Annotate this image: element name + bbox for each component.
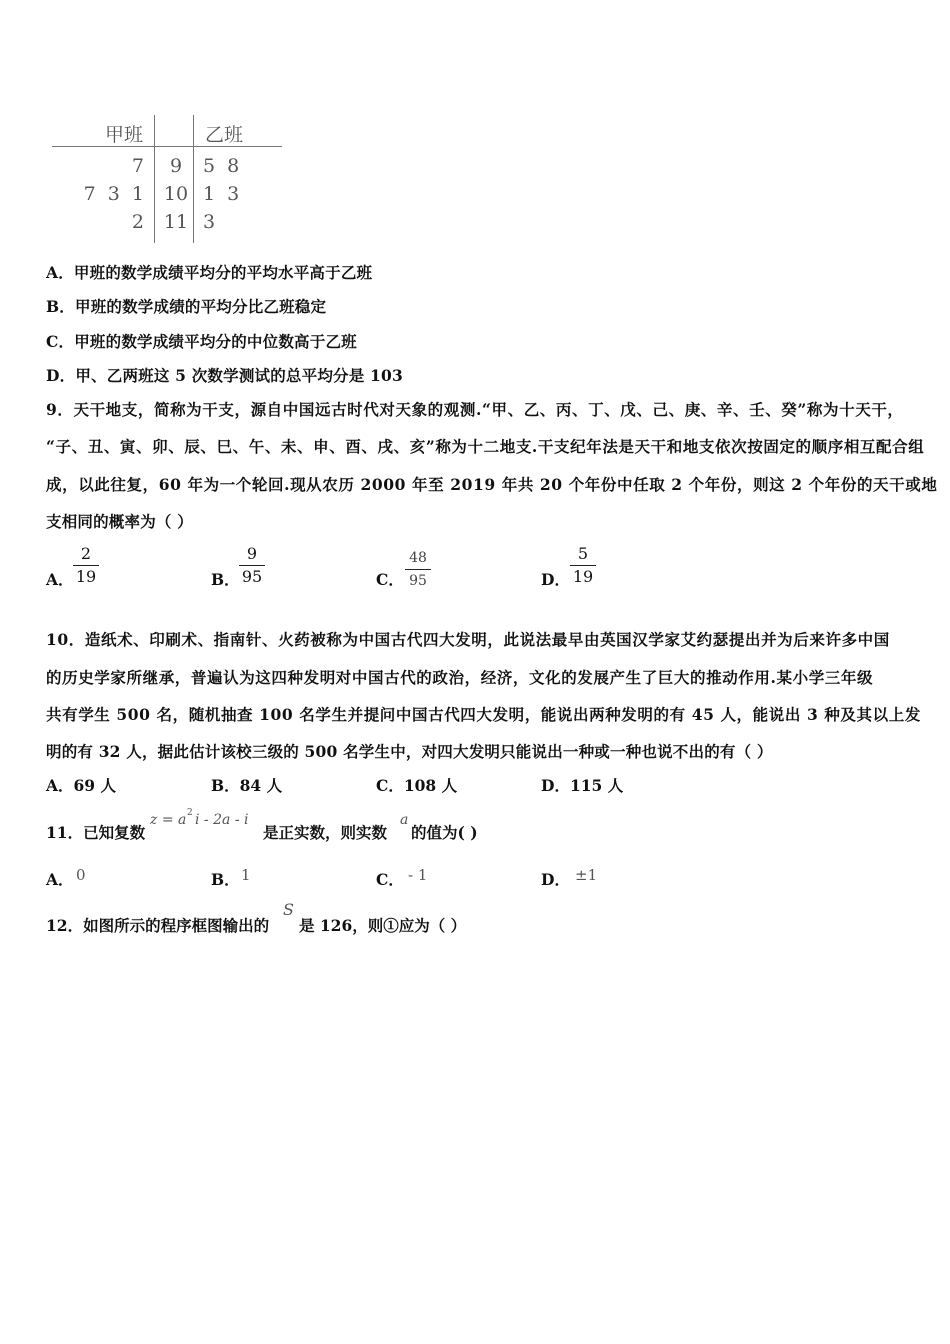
q9-option-d-fraction — [568, 543, 598, 588]
q9-text-line: 9．天干地支，简称为干支，源自中国远古时代对天象的观测.“甲、乙、丙、丁、戊、己、庚、辛、壬、癸”称为十天干， — [46, 400, 904, 419]
fraction-numerator: 9 — [246, 544, 258, 563]
q11-option-b-label: B． — [211, 870, 240, 889]
stem-leaf-row-right: 1 3 — [203, 183, 240, 205]
stem-leaf-header-left: 甲班 — [105, 124, 144, 146]
q12-suffix: 是 126，则①应为（ ） — [299, 916, 467, 935]
fraction-numerator: 5 — [577, 544, 589, 563]
stem-leaf-row-left: 2 — [131, 211, 144, 233]
q11-option-a-label: A． — [46, 870, 74, 889]
stem-leaf-divider-right — [193, 115, 194, 243]
q9-option-b-fraction — [237, 543, 267, 588]
stem-leaf-row-left: 7 — [131, 155, 144, 177]
fraction-numerator: 2 — [80, 544, 92, 563]
fraction-denominator: 95 — [241, 567, 263, 586]
q11-option-d-label: D． — [541, 870, 570, 889]
q8-option-d: D．甲、乙两班这 5 次数学测试的总平均分是 103 — [46, 366, 403, 385]
q11-option-c-label: C． — [376, 870, 404, 889]
q11-prefix: 11．已知复数 — [46, 823, 146, 842]
q9-option-d-label: D． — [541, 570, 570, 589]
q8-option-b: B．甲班的数学成绩的平均分比乙班稳定 — [46, 297, 327, 316]
stem-leaf-divider-left — [154, 115, 155, 243]
q12-prefix: 12．如图所示的程序框图输出的 — [46, 916, 270, 935]
q11-formula-exponent: 2 — [187, 808, 193, 818]
q10-text-line: 10．造纸术、印刷术、指南针、火药被称为中国古代四大发明，此说法最早由英国汉学家艾约瑟提出并为后来许多中国 — [46, 630, 890, 649]
stem-leaf-row-stem: 11 — [163, 211, 189, 233]
q10-option-b: B．84 人 — [211, 776, 283, 795]
q11-option-c-value: - 1 — [408, 866, 428, 884]
q12-variable-s: S — [283, 900, 294, 919]
q11-variable-a: a — [400, 812, 409, 828]
stem-leaf-header-right: 乙班 — [205, 124, 244, 146]
q9-text-line: “子、丑、寅、卯、辰、巳、午、未、申、酉、戌、亥”称为十二地支.干支纪年法是天干和地支依次按固定的顺序相互配合组 — [46, 437, 925, 456]
q11-formula-rest: i - 2a - i — [195, 812, 249, 828]
stem-leaf-horizontal-rule — [52, 146, 282, 147]
fraction-denominator: 19 — [572, 567, 594, 586]
fraction-numerator: 48 — [409, 550, 427, 566]
q9-option-c-label: C． — [376, 570, 404, 589]
q9-text-line: 成，以此往复，60 年为一个轮回.现从农历 2000 年至 2019 年共 20 个年份中任取 2 个年份，则这 2 个年份的天干或地 — [46, 475, 938, 494]
q11-suffix: 的值为( ) — [411, 823, 478, 842]
q11-option-d-value: ±1 — [575, 866, 598, 884]
q8-option-c: C．甲班的数学成绩平均分的中位数高于乙班 — [46, 332, 357, 351]
stem-leaf-row-left: 7 3 1 — [83, 183, 144, 205]
q8-option-a: A．甲班的数学成绩平均分的平均水平高于乙班 — [46, 263, 373, 282]
q9-option-b-label: B． — [211, 570, 240, 589]
q11-option-a-value: 0 — [76, 866, 86, 884]
q10-option-d: D．115 人 — [541, 776, 624, 795]
q9-text-line: 支相同的概率为（ ） — [46, 512, 193, 531]
q10-text-line: 的历史学家所继承，普遍认为这四种发明对中国古代的政治，经济，文化的发展产生了巨大的推动作用.某小学三年级 — [46, 668, 874, 687]
q10-option-a: A．69 人 — [46, 776, 116, 795]
stem-leaf-plot — [50, 115, 290, 245]
q10-text-line: 共有学生 500 名，随机抽查 100 名学生并提问中国古代四大发明，能说出两种发明的有 45 人，能说出 3 种及其以上发 — [46, 705, 921, 724]
q9-option-c-fraction — [403, 547, 433, 592]
q11-middle: 是正实数，则实数 — [263, 823, 388, 842]
q11-option-b-value: 1 — [241, 866, 251, 884]
q11-formula-z: z = a — [150, 812, 187, 828]
stem-leaf-row-stem: 10 — [163, 183, 189, 205]
q9-option-a-label: A． — [46, 570, 74, 589]
fraction-denominator: 19 — [75, 567, 97, 586]
stem-leaf-row-stem: 9 — [169, 155, 183, 177]
q10-text-line: 明的有 32 人，据此估计该校三级的 500 名学生中，对四大发明只能说出一种或一种也说不出的有（ ） — [46, 742, 773, 761]
stem-leaf-row-right: 5 8 — [203, 155, 240, 177]
fraction-denominator: 95 — [409, 573, 427, 589]
stem-leaf-row-right: 3 — [203, 211, 216, 233]
q9-option-a-fraction — [71, 543, 101, 588]
q10-option-c: C．108 人 — [376, 776, 458, 795]
